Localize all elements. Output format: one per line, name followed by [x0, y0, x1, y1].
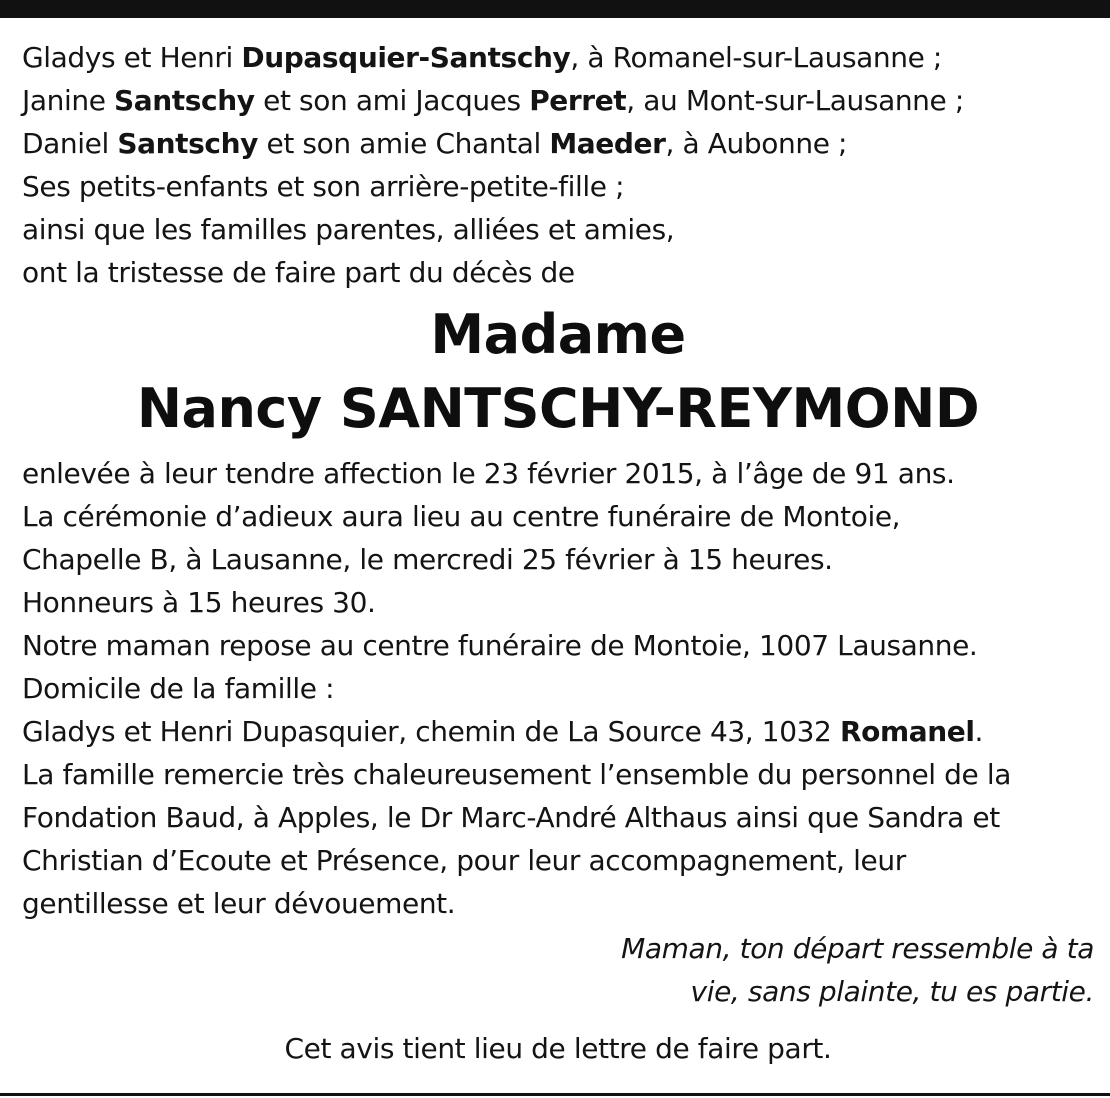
details-line-7: Gladys et Henri Dupasquier, chemin de La Source 43, 1032 Romanel. — [22, 715, 984, 748]
details-line-2: La cérémonie d’adieux aura lieu au centre funéraire de Montoie, — [22, 500, 901, 533]
family-line-5: ainsi que les familles parentes, alliées et amies, — [22, 213, 675, 246]
details-line-5: Notre maman repose au centre funéraire de Montoie, 1007 Lausanne. — [22, 629, 978, 662]
family-line-2: Janine Santschy et son ami Jacques Perret, au Mont-sur-Lausanne ; — [22, 84, 964, 117]
details-line-10: Christian d’Ecoute et Présence, pour leur accompagnement, leur — [22, 844, 906, 877]
family-line-1: Gladys et Henri Dupasquier-Santschy, à Romanel-sur-Lausanne ; — [22, 41, 942, 74]
deceased-title: Madame — [430, 303, 686, 366]
closing-note — [22, 1027, 1094, 1070]
closing-line: Cet avis tient lieu de lettre de faire part. — [284, 1032, 832, 1065]
families-block — [22, 36, 1094, 294]
quote-line-2: vie, sans plainte, tu es partie. — [690, 975, 1094, 1008]
details-line-8: La famille remercie très chaleureusement l’ensemble du personnel de la — [22, 758, 1011, 791]
details-line-1: enlevée à leur tendre affection le 23 février 2015, à l’âge de 91 ans. — [22, 457, 955, 490]
details-line-11: gentillesse et leur dévouement. — [22, 887, 456, 920]
obituary-notice — [22, 36, 1094, 1070]
deceased-heading — [22, 298, 1094, 446]
deceased-name: Nancy SANTSCHY-REYMOND — [136, 377, 980, 440]
family-name-santschy: Santschy — [114, 84, 255, 117]
details-line-6: Domicile de la famille : — [22, 672, 335, 705]
family-name-perret: Perret — [529, 84, 627, 117]
top-border-rule — [0, 0, 1110, 18]
details-line-9: Fondation Baud, à Apples, le Dr Marc-André Althaus ainsi que Sandra et — [22, 801, 1000, 834]
family-name-dupasquier-santschy: Dupasquier-Santschy — [241, 41, 571, 74]
family-name-maeder: Maeder — [549, 127, 666, 160]
quote-line-1: Maman, ton départ ressemble à ta — [621, 932, 1094, 965]
family-line-4: Ses petits-enfants et son arrière-petite-fille ; — [22, 170, 625, 203]
place-name-romanel: Romanel — [839, 715, 975, 748]
details-line-4: Honneurs à 15 heures 30. — [22, 586, 376, 619]
memorial-quote — [22, 927, 1094, 1013]
details-line-3: Chapelle B, à Lausanne, le mercredi 25 février à 15 heures. — [22, 543, 833, 576]
bottom-border-rule — [0, 1093, 1110, 1096]
family-line-3: Daniel Santschy et son amie Chantal Maeder, à Aubonne ; — [22, 127, 848, 160]
details-block — [22, 452, 1094, 925]
family-line-6: ont la tristesse de faire part du décès de — [22, 256, 575, 289]
family-name-santschy-2: Santschy — [117, 127, 258, 160]
